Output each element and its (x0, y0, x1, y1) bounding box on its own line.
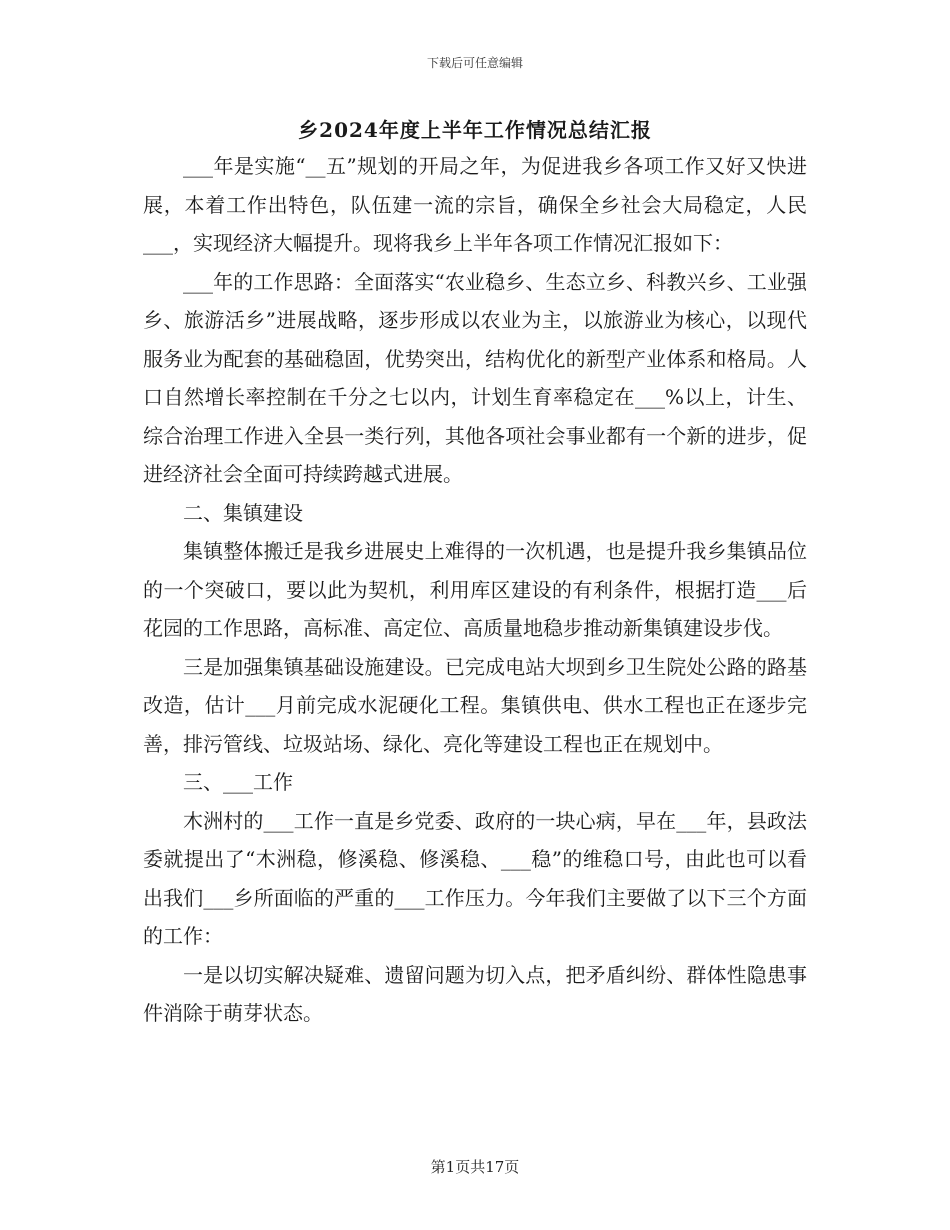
paragraph-intro: ___年是实施“__五”规划的开局之年，为促进我乡各项工作又好又快进展，本着工作出特色，队伍建一流的宗旨，确保全乡社会大局稳定，人民___，实现经济大幅提升。现将我乡上半年各项工作情况汇报如下： (143, 154, 807, 255)
paragraph-point-one: 一是以切实解决疑难、遗留问题为切入点，把矛盾纠纷、群体性隐患事件消除于萌芽状态。 (143, 962, 807, 1025)
page-header-note: 下载后可任意编辑 (426, 56, 523, 70)
section-heading-town-construction: 二、集镇建设 (183, 500, 303, 525)
section-heading-work: 三、___工作 (183, 770, 293, 794)
paragraph-town-relocation: 集镇整体搬迁是我乡进展史上难得的一次机遇，也是提升我乡集镇品位的一个突破口，要以此为契机，利用库区建设的有利条件，根据打造___后花园的工作思路，高标准、高定位、高质量地稳步推动新集镇建设步伐。 (143, 539, 807, 640)
page-footer-number: 第1页共17页 (430, 1158, 520, 1176)
paragraph-infrastructure: 三是加强集镇基础设施建设。已完成电站大坝到乡卫生院处公路的路基改造，估计___月前完成水泥硬化工程。集镇供电、供水工程也正在逐步完善，排污管线、垃圾站场、绿化、亮化等建设工程也正在规划中。 (143, 654, 807, 756)
document-body (143, 147, 807, 1033)
paragraph-work-plan: ___年的工作思路：全面落实“农业稳乡、生态立乡、科教兴乡、工业强乡、旅游活乡”进展战略，逐步形成以农业为主，以旅游业为核心，以现代服务业为配套的基础稳固，优势突出，结构优化的新型产业体系和格局。人口自然增长率控制在千分之七以内，计划生育率稳定在___%以上，计生、综合治理工作进入全县一类行列，其他各项社会事业都有一个新的进步，促进经济社会全面可持续跨越式进展。 (143, 269, 807, 486)
document-title: 乡2024年度上半年工作情况总结汇报 (298, 118, 652, 142)
paragraph-muzhou-village: 木洲村的___工作一直是乡党委、政府的一块心病，早在___年，县政法委就提出了“木洲稳，修溪稳、修溪稳、___稳”的维稳口号，由此也可以看出我们___乡所面临的严重的___工作压力。今年我们主要做了以下三个方面的工作： (143, 808, 807, 948)
